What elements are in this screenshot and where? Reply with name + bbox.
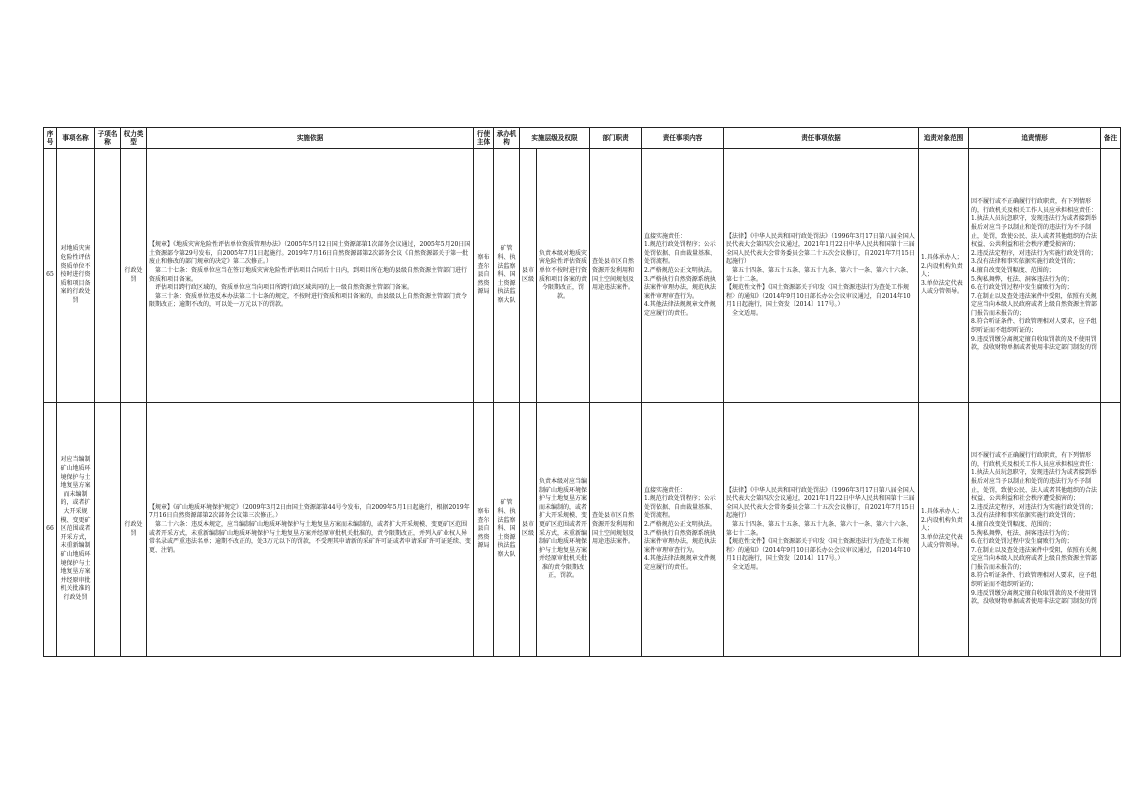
cell-target: 1.具体承办人； 2.内设机构负责人； 3.单位法定代表人或分管领导。 bbox=[919, 149, 969, 403]
cell-sub bbox=[95, 403, 121, 657]
header-sub: 子项名称 bbox=[95, 128, 121, 149]
cell-level-detail: 负责本级对地质灾害危险性评估资质单位不按时进行资质和项目备案的责令限期改正，罚款。 bbox=[537, 149, 590, 403]
cell-name: 对应当编制矿山地质环境保护与土地复垦方案而未编制的，或者扩大开采规模、变更矿区范围或者开采方式，未重新编制矿山地质环境保护与土地复垦方案并经原审批机关批准的行政处罚 bbox=[57, 403, 95, 657]
cell-note bbox=[1101, 403, 1121, 657]
header-name: 事项名称 bbox=[57, 128, 95, 149]
cell-resp-basis: 【法律】《中华人民共和国行政处罚法》（1996年3月17日第八届全国人民代表大会第四次会议通过，2021年1月22日中华人民共和国第十三届全国人民代表大会常务委员会第二十五次会议修订，自2021年7月15日起施行） 第五十四条、第五十五条、第五十九条、第六十一条、第六十六条、第七十二条。 【规范性文件】《国土资源部关于印发〈国土资源违法行为查处工作规程〉的通知》（2014年9月10日部长办公会议审议通过，自2014年10月1日起施行，国土资发〔2014〕117号。） 全文适用。 bbox=[724, 149, 919, 403]
header-resp: 责任事项内容 bbox=[642, 128, 724, 149]
header-situation: 追责情形 bbox=[969, 128, 1101, 149]
cell-level: 县市区级 bbox=[520, 403, 537, 657]
cell-situation: 因不履行或不正确履行行政职责，有下列情形的，行政机关及相关工作人员应承担相应责任： 1.执法人员玩忽职守，发现违法行为或者接到举报后对应当予以制止和处罚的违法行为不予制止，处罚，致使公民、法人或者其他组织的合法权益、公共利益和社会秩序遭受损害的； 2.违反法定程序，对违法行为实施行政处罚的； 3.没有法律和事实依据实施行政处罚的； 4.擅自改变处罚幅度、范围的； 5.徇私舞弊，枉法、洞客违法行为的； 6.在行政处罚过程中发生腐败行为的； 7.在制止以及查处违法案件中受阻，依照有关规定应当向本级人民政府或者上级自然资源主管部门报告而未报告的； 8.符合听证条件、行政管理相对人要求，应予组织听证而不组织听证的； 9.违反罚缴分离规定擅自收取罚款的及不使用罚款，没收财物单据或者使用非法定部门制发的罚 bbox=[969, 403, 1101, 657]
cell-situation: 因不履行或不正确履行行政职责，有下列情形的，行政机关及相关工作人员应承担相应责任： 1.执法人员玩忽职守，发现违法行为或者接到举报后对应当予以制止和处罚的违法行为不予制止，处罚，致使公民、法人或者其他组织的合法权益、公共利益和社会秩序遭受损害的； 2.违反法定程序，对违法行为实施行政处罚的； 3.没有法律和事实依据实施行政处罚的； 4.擅自改变处罚幅度、范围的； 5.徇私舞弊，枉法、洞客违法行为的； 6.在行政处罚过程中发生腐败行为的； 7.在制止以及查处违法案件中受阻，依照有关规定应当向本级人民政府或者上级自然资源主管部门报告而未报告的； 8.符合听证条件、行政管理相对人要求，应予组织听证而不组织听证的； 9.违反罚缴分离规定擅自收取罚款的及不使用罚款，没收财物单据或者使用非法定部门制发的罚 bbox=[969, 149, 1101, 403]
header-type: 权力类型 bbox=[121, 128, 147, 149]
header-level: 实施层级及权限 bbox=[520, 128, 590, 149]
cell-level: 县市区级 bbox=[520, 149, 537, 403]
cell-type: 行政处罚 bbox=[121, 149, 147, 403]
cell-resp: 直接实施责任： 1.规范行政处罚程序；公示处罚依据、自由裁量基准、处罚流程。 2.严格规范公正文明执法。 3.严格执行自然资源系统执法案件审理办法，规范执法案件审理审查行为。 4.其他法律法规规章文件规定应履行的责任。 bbox=[642, 403, 724, 657]
cell-dept: 矿管科、执法监察科、国土资源执法监察大队 bbox=[494, 149, 520, 403]
header-duty: 部门职责 bbox=[590, 128, 642, 149]
cell-subject: 察布查尔县自然资源局 bbox=[474, 403, 494, 657]
cell-target: 1.具体承办人； 2.内设机构负责人； 3.单位法定代表人或分管领导。 bbox=[919, 403, 969, 657]
cell-note bbox=[1101, 149, 1121, 403]
cell-subject: 察布查尔县自然资源局 bbox=[474, 149, 494, 403]
header-seq: 序号 bbox=[44, 128, 57, 149]
cell-seq: 66 bbox=[44, 403, 57, 657]
header-resp-basis: 责任事项依据 bbox=[724, 128, 919, 149]
cell-type: 行政处罚 bbox=[121, 403, 147, 657]
cell-name: 对地质灾害危险性评估资质单位不按时进行资质和项目备案的行政处罚 bbox=[57, 149, 95, 403]
cell-resp: 直接实施责任： 1.规范行政处罚程序；公示处罚依据、自由裁量基准、处罚流程。 2.严格规范公正文明执法。 3.严格执行自然资源系统执法案件审理办法，规范执法案件审理审查行为。 4.其他法律法规规章文件规定应履行的责任。 bbox=[642, 149, 724, 403]
cell-level-detail: 负责本级对应当编制矿山地质环境保护与土地复垦方案而未编制的，或者扩大开采规模、变更矿区范围或者开采方式，未重新编制矿山地质环境保护与土地复垦方案并经原审批机关批准的责令限期改正，罚款。 bbox=[537, 403, 590, 657]
cell-sub bbox=[95, 149, 121, 403]
cell-duty: 查处县市区自然资源开发利用和国土空间规划及用途违法案件。 bbox=[590, 403, 642, 657]
cell-dept: 矿管科、执法监察科、国土资源执法监察大队 bbox=[494, 403, 520, 657]
header-target: 追责对象范围 bbox=[919, 128, 969, 149]
header-basis: 实施依据 bbox=[147, 128, 474, 149]
header-row bbox=[44, 128, 1121, 149]
header-dept: 承办机构 bbox=[494, 128, 520, 149]
power-list-table bbox=[43, 127, 1121, 657]
table-row bbox=[44, 149, 1121, 403]
cell-basis: 【规章】《矿山地质环境保护规定》（2009年3月2日由国土资源部第44号令发布，自2009年5月1日起施行，根据2019年7月16日自然资源部第2次部务会议第三次修正。） 第二十六条：违反本规定，应当编制矿山地质环境保护与土地复垦方案而未编制的，或者扩大开采规模、变更矿区范围或者开采方式，未重新编制矿山地质环境保护与土地复垦方案并经原审批机关批准的，责令限期改正，并列入矿业权人异常名录或严重违法名单；逾期不改正的，处3万元以下的罚款，不受理其申请新的采矿许可证或者申请采矿许可证延续、变更、注销。 bbox=[147, 403, 474, 657]
cell-basis: 【规章】《地质灾害危险性评估单位资质管理办法》（2005年5月12日国土资源部第1次部务会议通过，2005年5月20日国土资源部令第29号发布，自2005年7月1日起施行。2019年7月16日自然资源部第2次部务会议《自然资源部关于第一批废止和修改的部门规章的决定》第二次修正。） 第二十七条：资质单位应当在签订地质灾害危险性评估项目合同后十日内，到项目所在地的县级自然资源主管部门进行资质和项目备案。 评估项目跨行政区域的，资质单位应当向项目所跨行政区域共同的上一级自然资源主管部门备案。 第三十条：资质单位违反本办法第二十七条的规定，不按时进行资质和项目备案的，由县级以上自然资源主管部门责令限期改正；逾期不改的，可以处一万元以下的罚款。 bbox=[147, 149, 474, 403]
header-note: 备注 bbox=[1101, 128, 1121, 149]
cell-resp-basis: 【法律】《中华人民共和国行政处罚法》（1996年3月17日第八届全国人民代表大会第四次会议通过，2021年1月22日中华人民共和国第十三届全国人民代表大会常务委员会第二十五次会议修订，自2021年7月15日起施行） 第五十四条、第五十五条、第五十九条、第六十一条、第六十六条、第七十二条。 【规范性文件】《国土资源部关于印发〈国土资源违法行为查处工作规程〉的通知》（2014年9月10日部长办公会议审议通过，自2014年10月1日起施行，国土资发〔2014〕117号。） 全文适用。 bbox=[724, 403, 919, 657]
table-row bbox=[44, 403, 1121, 657]
cell-seq: 65 bbox=[44, 149, 57, 403]
cell-duty: 查处县市区自然资源开发利用和国土空间规划及用途违法案件。 bbox=[590, 149, 642, 403]
header-subject: 行使主体 bbox=[474, 128, 494, 149]
